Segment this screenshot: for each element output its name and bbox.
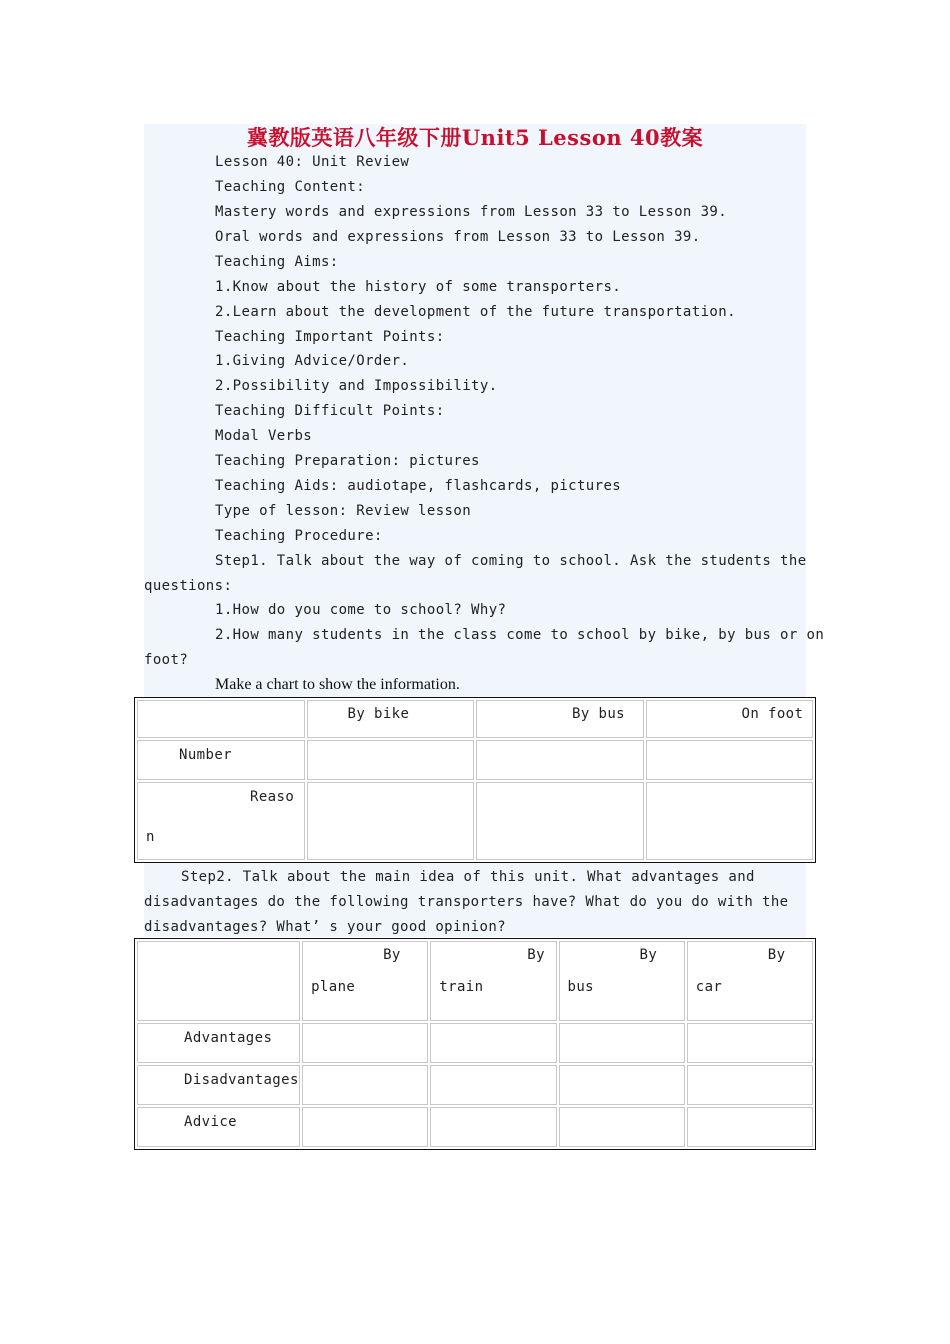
table-cell	[646, 782, 814, 860]
row-advice-label: Advice	[184, 1114, 237, 1130]
text-line: Teaching Difficult Points:	[215, 403, 445, 419]
header-by: By	[383, 947, 401, 963]
table-corner-cell	[137, 700, 305, 738]
table-cell	[430, 1065, 556, 1105]
step1-text: questions:	[144, 578, 233, 594]
table-cell	[302, 1107, 428, 1147]
row-advantages-label: Advantages	[184, 1030, 273, 1046]
transport-comparison-table	[134, 938, 816, 1150]
text-line: Teaching Aims:	[215, 254, 339, 270]
table-cell	[687, 1023, 813, 1063]
table-cell	[559, 1023, 685, 1063]
header-by-bus: By bus	[572, 706, 625, 722]
text-line: Mastery words and expressions from Lesson 33 to Lesson 39.	[215, 204, 728, 220]
table-cell	[687, 1107, 813, 1147]
row-reason-label-b: n	[146, 829, 155, 845]
transport-count-table	[134, 697, 816, 863]
text-line: 1.Know about the history of some transporters.	[215, 279, 622, 295]
text-line: Teaching Important Points:	[215, 329, 445, 345]
lesson-heading: Lesson 40: Unit Review	[215, 154, 410, 170]
table-cell	[307, 782, 475, 860]
text-line: Type of lesson: Review lesson	[215, 503, 472, 519]
chart-instruction: Make a chart to show the information.	[215, 676, 460, 693]
text-line: Teaching Aids: audiotape, flashcards, pictures	[215, 478, 622, 494]
table-cell	[559, 1107, 685, 1147]
table-header-cell	[307, 700, 475, 738]
table-cell	[302, 1065, 428, 1105]
text-line: Teaching Preparation: pictures	[215, 453, 480, 469]
header-by-bike: By bike	[347, 706, 410, 722]
table-cell	[302, 1023, 428, 1063]
table-row-label	[137, 740, 305, 780]
table-cell	[476, 740, 644, 780]
step2-text: disadvantages do the following transporters have? What do you do with the	[144, 894, 789, 910]
table-cell	[476, 782, 644, 860]
header-by: By	[639, 947, 658, 963]
table-cell	[430, 1023, 556, 1063]
text-line: Modal Verbs	[215, 428, 313, 444]
table-row-label	[137, 1107, 300, 1147]
step1-question: foot?	[144, 652, 189, 668]
table-cell	[646, 740, 814, 780]
table-corner-cell	[137, 941, 300, 1021]
table-cell	[687, 1065, 813, 1105]
row-disadvantages-label: Disadvantages	[184, 1072, 299, 1088]
header-by: By	[767, 947, 786, 963]
header-plane: plane	[311, 979, 356, 995]
text-line: Teaching Procedure:	[215, 528, 383, 544]
step2-text: disadvantages? What’ s your good opinion?	[144, 919, 506, 935]
table-row-label	[137, 1065, 300, 1105]
row-number-label: Number	[179, 747, 232, 763]
text-line: 1.Giving Advice/Order.	[215, 353, 410, 369]
table-cell	[430, 1107, 556, 1147]
step2-text: Step2. Talk about the main idea of this unit. What advantages and	[181, 869, 755, 885]
table-header-cell	[646, 700, 814, 738]
header-train: train	[439, 979, 484, 995]
header-car: car	[695, 979, 723, 995]
table-header-cell	[302, 941, 428, 1021]
text-line: 2.Possibility and Impossibility.	[215, 378, 498, 394]
text-line: 2.Learn about the development of the future transportation.	[215, 304, 736, 320]
table-header-cell	[559, 941, 685, 1021]
table-cell	[559, 1065, 685, 1105]
table-header-cell	[687, 941, 813, 1021]
header-on-foot: On foot	[741, 706, 804, 722]
table-cell	[307, 740, 475, 780]
table-row-label	[137, 1023, 300, 1063]
step1-question: 2.How many students in the class come to school by bike, by bus or on	[215, 627, 825, 643]
header-by: By	[527, 947, 545, 963]
row-reason-label-a: Reaso	[250, 789, 295, 805]
text-line: Teaching Content:	[215, 179, 366, 195]
table-row-label	[137, 782, 305, 860]
table-header-cell	[430, 941, 556, 1021]
step1-question: 1.How do you come to school? Why?	[215, 602, 507, 618]
step1-text: Step1. Talk about the way of coming to school. Ask the students the	[215, 553, 807, 569]
text-line: Oral words and expressions from Lesson 33 to Lesson 39.	[215, 229, 701, 245]
table-header-cell	[476, 700, 644, 738]
document-title: 冀教版英语八年级下册Unit5 Lesson 40教案	[246, 125, 704, 150]
header-bus: bus	[567, 979, 595, 995]
